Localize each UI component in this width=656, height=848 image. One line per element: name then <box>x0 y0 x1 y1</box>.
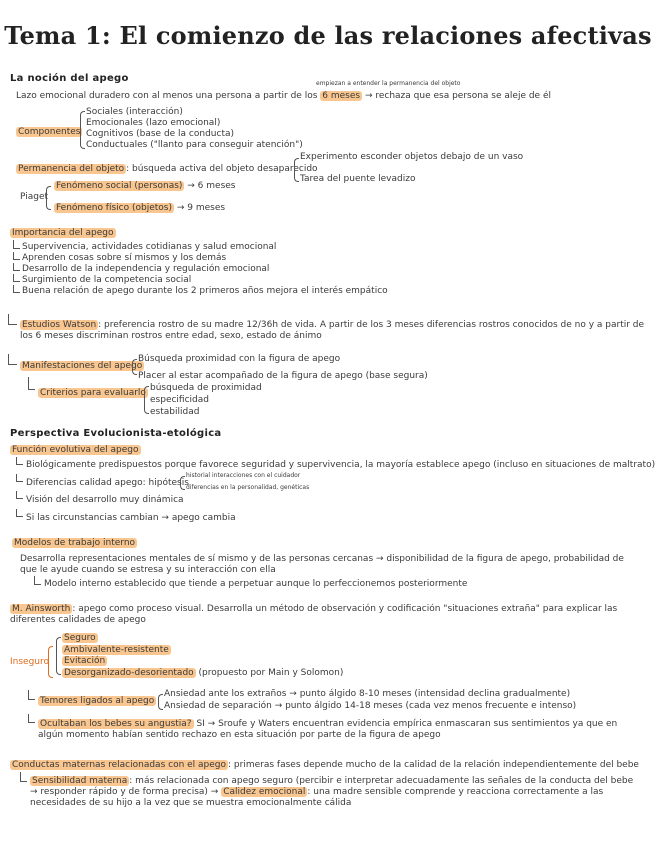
heading-nocion-apego: La noción del apego <box>10 73 129 84</box>
modelos-text: Desarrolla representaciones mentales de sí mismo y de las personas cercanas → disponibilidad de la figura de apego, probabilidad de que le ayude cuando se estresa y su interacción con ella <box>20 554 624 575</box>
componentes-brace <box>80 111 85 149</box>
criterio-item: búsqueda de proximidad <box>150 383 262 393</box>
heading-importancia: Importancia del apego <box>12 228 114 238</box>
criterios-brace <box>144 386 149 414</box>
importancia-item: Surgimiento de la competencia social <box>22 275 192 285</box>
funcion-item: Visión del desarrollo muy dinámica <box>26 495 184 505</box>
conductas-maternas: Conductas maternas relacionadas con el apego : primeras fases depende mucho de la calidad de la relación independientemente del bebe <box>12 760 639 770</box>
tipo-apego: Seguro <box>64 633 96 643</box>
piaget-label: Piaget <box>20 192 49 202</box>
manifestaciones-brace <box>132 359 137 375</box>
ainsworth: M. Ainsworth : apego como proceso visual. Desarrolla un método de observación y codificación "situaciones extraña" para explicar las diferentes calidades de apego <box>10 604 618 625</box>
modelos-trabajo-interno: Modelos de trabajo interno <box>14 538 136 548</box>
hipotesis-item: historial interacciones con el cuidador <box>186 472 301 479</box>
componente-item: Conductuales ("llanto para conseguir atención") <box>86 140 303 150</box>
temores-apego: Temores ligados al apego <box>40 696 155 706</box>
importancia-item: Desarrollo de la independencia y regulación emocional <box>22 264 270 274</box>
page-title: Tema 1: El comienzo de las relaciones afectivas <box>4 21 652 50</box>
componentes-label: Componentes <box>18 127 81 137</box>
inseguro-brace <box>48 646 53 678</box>
tipos-brace <box>56 637 61 675</box>
manifestacion-item: Búsqueda proximidad con la figura de apego <box>138 354 341 364</box>
funcion-item: Diferencias calidad apego: hipótesis <box>26 478 189 488</box>
definition-apego: Lazo emocional duradero con al menos una persona a partir de los 6 meses → rechaza que esa persona se aleje de él <box>16 91 551 101</box>
componente-item: Emocionales (lazo emocional) <box>86 118 221 128</box>
temores-brace <box>158 694 163 710</box>
permanencia-objeto: Permanencia del objeto : búsqueda activa del objeto desaparecido <box>18 164 318 174</box>
funcion-evolutiva: Función evolutiva del apego <box>12 445 139 455</box>
highlight-6-meses: 6 meses <box>322 91 361 101</box>
tipo-apego: Desorganizado-desorientado (propuesto por Main y Solomon) <box>64 668 344 678</box>
permanencia-item: Experimento esconder objetos debajo de un vaso <box>300 152 524 162</box>
permanencia-brace <box>294 158 299 182</box>
criterio-item: especificidad <box>150 395 209 405</box>
componente-item: Cognitivos (base de la conducta) <box>86 129 235 139</box>
criterios-evaluarlo: Criterios para evaluarlo <box>40 388 146 398</box>
piaget-brace <box>46 186 51 210</box>
tipo-apego: Evitación <box>64 656 106 666</box>
estudios-watson: Estudios Watson : preferencia rostro de su madre 12/36h de vida. A partir de los 3 meses diferencias rostros conocidos de no y a partir de los 6 meses discriminan rostros entre edad, sexo, estado de ánimo <box>20 320 645 341</box>
manifestaciones-apego: Manifestaciones del apego <box>22 361 143 371</box>
fenomeno-social: Fenómeno social (personas) → 6 meses <box>56 181 236 191</box>
calidez-emocional: Calidez emocional <box>223 787 306 797</box>
permanencia-item: Tarea del puente levadizo <box>300 174 416 184</box>
sensibilidad-materna: Sensibilidad materna : más relacionada con apego seguro (percibir e interpretar adecuadamente las señales de la conducta del bebe → responder rápido y de forma precisa) → Calidez emocional : una madre sensible comprende y reacciona correctamente a las necesidades de su hijo a la vez que se muestra emocionalmente cálida <box>30 776 634 808</box>
funcion-item: Si las circunstancias cambian → apego cambia <box>26 513 236 523</box>
ocultaban-bebes: Ocultaban los bebes su angustia? SI → Sroufe y Waters encuentran evidencia empírica enmascaran sus sentimientos ya que en algún momento habían sentido rechazo en esta situación por parte de la figura de apego <box>38 719 618 740</box>
tipo-apego: Ambivalente-resistente <box>64 645 169 655</box>
temor-item: Ansiedad de separación → punto álgido 14-18 meses (cada vez menos frecuente e intenso) <box>164 701 577 711</box>
criterio-item: estabilidad <box>150 407 200 417</box>
heading-perspectiva: Perspectiva Evolucionista-etológica <box>10 428 222 439</box>
importancia-item: Buena relación de apego durante los 2 primeros años mejora el interés empático <box>22 286 388 296</box>
importancia-item: Aprenden cosas sobre sí mismos y los demás <box>22 253 227 263</box>
hipotesis-item: diferencias en la personalidad, genéticas <box>186 484 310 491</box>
manifestacion-item: Placer al estar acompañado de la figura de apego (base segura) <box>138 371 428 381</box>
inseguro-label: Inseguro <box>10 657 50 667</box>
temor-item: Ansiedad ante los extraños → punto álgido 8-10 meses (intensidad declina gradualmente) <box>164 689 571 699</box>
componente-item: Sociales (interacción) <box>86 107 183 117</box>
annotation-permanencia: empiezan a entender la permanencia del objeto <box>316 80 461 87</box>
modelos-sub: Modelo interno establecido que tiende a perpetuar aunque lo perfeccionemos posteriormente <box>44 579 468 589</box>
importancia-item: Supervivencia, actividades cotidianas y salud emocional <box>22 242 277 252</box>
funcion-item: Biológicamente predispuestos porque favorece seguridad y supervivencia, la mayoría establece apego (incluso en situaciones de maltrato) <box>26 460 656 470</box>
fenomeno-fisico: Fenómeno físico (objetos) → 9 meses <box>56 203 226 213</box>
